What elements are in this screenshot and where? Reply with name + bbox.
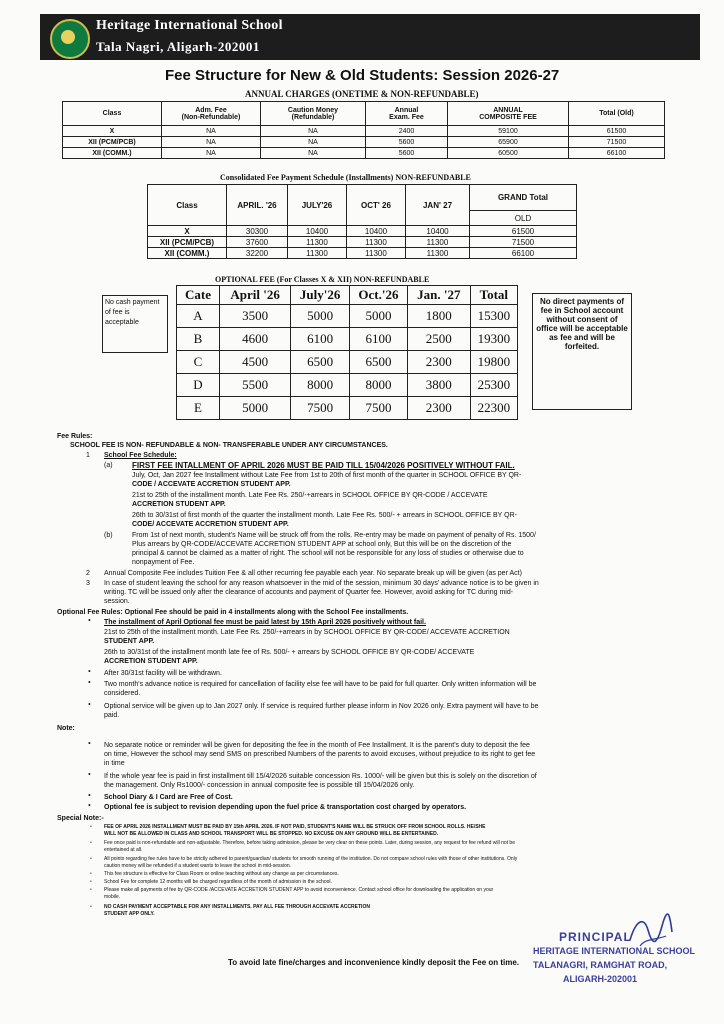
table-header: Class xyxy=(63,102,162,126)
optional-rule-text: STUDENT APP. xyxy=(104,638,155,645)
special-note-text: STUDENT APP ONLY. xyxy=(104,911,155,917)
rule-text: ACCRETION STUDENT APP. xyxy=(132,501,226,508)
table-cell: 11300 xyxy=(288,248,347,259)
bullet-icon: • xyxy=(90,872,92,877)
table-row xyxy=(148,237,577,248)
table-cell: NA xyxy=(261,137,366,148)
table-header: April '26 xyxy=(220,286,291,305)
bullet-icon: • xyxy=(88,667,91,676)
table-cell: 6100 xyxy=(291,328,350,351)
stamp-line: ALIGARH-202001 xyxy=(563,974,638,984)
special-note-text: caution money will be refunded if a student wants to leave the school in mid-session. xyxy=(104,863,292,869)
table-cell: 10400 xyxy=(288,226,347,237)
rule-number: 2 xyxy=(86,570,90,577)
special-note-text: entertained at all. xyxy=(104,847,143,853)
bullet-icon: • xyxy=(88,616,91,625)
table-row xyxy=(177,397,518,420)
note-text: School Diary & I Card are Free of Cost. xyxy=(104,794,233,801)
school-address: Tala Nagri, Aligarh-202001 xyxy=(96,39,260,54)
table-cell: 7500 xyxy=(291,397,350,420)
table-cell: XII (COMM.) xyxy=(63,148,162,159)
table-cell: 22300 xyxy=(470,397,517,420)
bullet-icon: • xyxy=(90,905,92,910)
table-cell: X xyxy=(63,126,162,137)
rule-text: Annual Composite Fee includes Tuition Fee & all other recurring fee payable each year. No separate break up will be given (as per Act) xyxy=(104,570,522,577)
table-row xyxy=(148,248,577,259)
table-row xyxy=(177,351,518,374)
rule-text: session. xyxy=(104,598,130,605)
table-cell: NA xyxy=(162,148,261,159)
special-note-text: NO CASH PAYMENT ACCEPTABLE FOR ANY INSTALLMENTS. PAY ALL FEE THROUGH ACCEVATE ACCRETION xyxy=(104,904,370,910)
table-cell: 59100 xyxy=(448,126,569,137)
table-cell: 8000 xyxy=(349,374,407,397)
table-cell: NA xyxy=(261,148,366,159)
optional-fee-table xyxy=(176,285,518,420)
bullet-icon: • xyxy=(88,801,91,810)
table-cell: 19300 xyxy=(470,328,517,351)
bullet-icon: • xyxy=(90,825,92,830)
note-text: in time xyxy=(104,760,125,767)
table-cell: 2400 xyxy=(366,126,448,137)
bullet-icon: • xyxy=(90,841,92,846)
table-cell: E xyxy=(177,397,220,420)
optional-rules-heading: Optional Fee Rules: Optional Fee should be paid in 4 installments along with the School Fee installments. xyxy=(57,609,409,616)
table-cell: 11300 xyxy=(347,248,406,259)
table-cell: 6100 xyxy=(349,328,407,351)
school-name: Heritage International School xyxy=(96,18,283,33)
school-fee-schedule-heading: School Fee Schedule: xyxy=(104,452,177,459)
table-cell: 5000 xyxy=(349,305,407,328)
rule-text: From 1st of next month, student's Name will be struck off from the rolls. Re-entry may be made on payment of penalty of Rs. 1500/ xyxy=(132,532,536,539)
fee-rules-heading: Fee Rules: xyxy=(57,433,93,440)
table-header: Caution Money (Refundable) xyxy=(261,102,366,126)
bullet-icon: • xyxy=(88,678,91,687)
rule-number: 3 xyxy=(86,580,90,587)
table-cell: 11300 xyxy=(288,237,347,248)
table-cell: 6500 xyxy=(291,351,350,374)
table-header: Adm. Fee (Non-Refundable) xyxy=(162,102,261,126)
optional-fee-caption: OPTIONAL FEE (For Classes X & XII) NON-REFUNDABLE xyxy=(215,275,430,284)
table-row xyxy=(63,148,665,159)
table-row xyxy=(63,137,665,148)
annual-charges-caption: ANNUAL CHARGES (ONETIME & NON-REFUNDABLE) xyxy=(245,89,479,99)
optional-rule-text: After 30/31st facility will be withdrawn. xyxy=(104,670,222,677)
note-text: If the whole year fee is paid in first installment till 15/4/2026 suitable concession Rs. 1000/- will be given but this is solely on the discretion of xyxy=(104,773,537,780)
table-cell: 61500 xyxy=(470,226,577,237)
table-header: OCT' 26 xyxy=(347,185,406,226)
special-note-text: Fee once paid is non-refundable and non-adjustable. Therefore, before taking admission, please be very clear on these points. Later, during session, any request for fee refund will not be xyxy=(104,840,515,846)
table-row xyxy=(148,226,577,237)
rule-text: 26th to 30/31st of first month of the quarter the installment month. Late Fee Rs. 500/- + arrears in SCHOOL OFFICE BY QR- xyxy=(132,512,517,519)
table-header: Total xyxy=(470,286,517,305)
optional-rule-text: Two month's advance notice is required for cancellation of facility else fee will have to be paid for full quarter. Only written information will be xyxy=(104,681,537,688)
bullet-icon: • xyxy=(88,770,91,779)
table-header: July'26 xyxy=(291,286,350,305)
table-header: Class xyxy=(148,185,227,226)
table-cell: 5000 xyxy=(291,305,350,328)
table-cell: 5600 xyxy=(366,137,448,148)
table-cell: 4500 xyxy=(220,351,291,374)
table-row xyxy=(177,328,518,351)
special-note-heading: Special Note:- xyxy=(57,815,104,822)
table-header: GRAND Total xyxy=(470,185,577,211)
table-row xyxy=(63,126,665,137)
table-cell: 5600 xyxy=(366,148,448,159)
table-cell: 1800 xyxy=(407,305,470,328)
table-cell: D xyxy=(177,374,220,397)
table-cell: 71500 xyxy=(569,137,665,148)
table-cell: 3500 xyxy=(220,305,291,328)
bullet-icon: • xyxy=(90,880,92,885)
optional-rule-text: considered. xyxy=(104,690,141,697)
note-heading: Note: xyxy=(57,725,75,732)
optional-rule-text: 21st to 25th of the installment month. Late Fee Rs. 250/-+arrears in by SCHOOL OFFICE BY QR-CODE/ ACCEVATE ACCRETION xyxy=(104,629,510,636)
table-cell: 2300 xyxy=(407,351,470,374)
rule-text: In case of student leaving the school for any reason whatsoever in the mid of the session, minimum 30 days' advance notice is to be given in xyxy=(104,580,539,587)
table-cell: 65900 xyxy=(448,137,569,148)
schedule-caption: Consolidated Fee Payment Schedule (Installments) NON-REFUNDABLE xyxy=(220,173,471,182)
table-header: APRIL. '26 xyxy=(227,185,288,226)
stamp-line: HERITAGE INTERNATIONAL SCHOOL xyxy=(533,946,695,956)
table-cell: 7500 xyxy=(349,397,407,420)
table-header: Total (Old) xyxy=(569,102,665,126)
optional-rule-text: ACCRETION STUDENT APP. xyxy=(104,658,198,665)
table-cell: 37600 xyxy=(227,237,288,248)
stamp-line: TALANAGRI, RAMGHAT ROAD, xyxy=(533,960,668,970)
note-text: the management. Only Rs1000/- concession in annual composite fee is possible till 15/04/2026 only. xyxy=(104,782,415,789)
stamp-line: PRINCIPAL xyxy=(559,930,632,944)
rule-text: writing. TC will be issued only after the clearance of accounts and payment of Quarter fee. However, avoid asking for TC during mid- xyxy=(104,589,514,596)
table-cell: 2300 xyxy=(407,397,470,420)
rule-text: 21st to 25th of the installment month. Late Fee Rs. 250/-+arrears in SCHOOL OFFICE BY QR-CODE / ACCEVATE xyxy=(132,492,488,499)
table-header: ANNUAL COMPOSITE FEE xyxy=(448,102,569,126)
special-note-text: This fee structure is effective for Class Room or online teaching without any change as per circumstances. xyxy=(104,871,339,877)
rule-number: 1 xyxy=(86,452,90,459)
no-direct-payment-note: No direct payments of fee in School account without consent of office will be acceptable as fee and will be forfeited. xyxy=(532,293,632,410)
table-row xyxy=(177,305,518,328)
table-cell: XII (COMM.) xyxy=(148,248,227,259)
table-cell: 66100 xyxy=(569,148,665,159)
table-cell: 66100 xyxy=(470,248,577,259)
optional-rule-text: The installment of April Optional fee must be paid latest by 15th April 2026 positively without fail. xyxy=(104,619,426,626)
special-note-text: All points regarding fee rules have to be strictly adhered to parent/guardian/ students for smooth running of the institution. Do not compare school rules with those of other institutions. Only xyxy=(104,856,518,862)
special-note-text: mobile. xyxy=(104,894,121,900)
optional-rule-text: paid. xyxy=(104,712,120,719)
table-cell: 15300 xyxy=(470,305,517,328)
table-cell: 61500 xyxy=(569,126,665,137)
optional-rule-text: 26th to 30/31st of the installment month late fee of Rs. 500/- + arrears by SCHOOL OFFICE BY QR-CODE/ ACCEVATE xyxy=(104,649,475,656)
rule-text: nonpayment of Fee. xyxy=(132,559,195,566)
table-cell: XII (PCM/PCB) xyxy=(148,237,227,248)
footer-note: To avoid late fine/charges and inconvenience kindly deposit the Fee on time. xyxy=(228,958,520,967)
bullet-icon: • xyxy=(88,739,91,748)
rule-text: CODE / ACCEVATE ACCRETION STUDENT APP. xyxy=(132,481,291,488)
optional-rule-text: Optional service will be given up to Jan 2027 only. If service is required further please inform in Nov 2026 only. Extra payment will have to be xyxy=(104,703,539,710)
table-header: JAN' 27 xyxy=(406,185,470,226)
rule-text: CODE/ ACCEVATE ACCRETION STUDENT APP. xyxy=(132,521,289,528)
table-header: Oct.'26 xyxy=(349,286,407,305)
school-logo xyxy=(50,19,90,59)
no-cash-note: No cash payment of fee is acceptable xyxy=(102,295,168,353)
annual-charges-table xyxy=(62,101,665,159)
table-cell: 11300 xyxy=(347,237,406,248)
school-header xyxy=(40,14,700,60)
table-cell: 5000 xyxy=(220,397,291,420)
table-cell: C xyxy=(177,351,220,374)
table-cell: NA xyxy=(162,137,261,148)
table-cell: 60500 xyxy=(448,148,569,159)
rule-non-refundable: SCHOOL FEE IS NON- REFUNDABLE & NON- TRANSFERABLE UNDER ANY CIRCUMSTANCES. xyxy=(70,442,388,449)
table-cell: XII (PCM/PCB) xyxy=(63,137,162,148)
table-cell: B xyxy=(177,328,220,351)
note-text: No separate notice or reminder will be given for depositing the fee in the month of Fee Installment. It is the parent's duty to deposit the fee xyxy=(104,742,530,749)
table-header: JULY'26 xyxy=(288,185,347,226)
special-note-text: School Fee for complete 12 months will be charged regardless of the month of admission in the school. xyxy=(104,879,332,885)
table-cell: 4600 xyxy=(220,328,291,351)
bullet-icon: • xyxy=(90,888,92,893)
table-cell: NA xyxy=(162,126,261,137)
first-installment-rule: FIRST FEE INTALLMENT OF APRIL 2026 MUST BE PAID TILL 15/04/2026 POSITIVELY WITHOUT FAIL. xyxy=(132,461,515,470)
bullet-icon: • xyxy=(88,791,91,800)
rule-label: (b) xyxy=(104,532,113,539)
table-header: Annual Exam. Fee xyxy=(366,102,448,126)
table-cell: NA xyxy=(261,126,366,137)
special-note-text: FEE OF APRIL 2026 INSTALLMENT MUST BE PAID BY 15th APRIL 2026. IF NOT PAID, STUDENT'S NAME WILL BE STRUCK OFF FROM SCHOOL ROLLS. HE/SHE xyxy=(104,824,486,830)
table-cell: 10400 xyxy=(347,226,406,237)
table-cell: X xyxy=(148,226,227,237)
table-cell: 6500 xyxy=(349,351,407,374)
rule-text: Plus arrears by QR-CODE/ACCEVATE ACCRETION STUDENT APP at school only, But this will be on the discretion of the xyxy=(132,541,512,548)
table-cell: 8000 xyxy=(291,374,350,397)
page-title: Fee Structure for New & Old Students: Session 2026-27 xyxy=(165,67,560,84)
table-cell: 32200 xyxy=(227,248,288,259)
rule-text: July, Oct, Jan 2027 fee Installment without Late Fee from 1st to 20th of first month of the quarter in SCHOOL OFFICE BY QR- xyxy=(132,472,522,479)
table-cell: 30300 xyxy=(227,226,288,237)
special-note-text: WILL NOT BE ALLOWED IN CLASS AND SCHOOL TRANSPORT WILL BE STOPPED. NO EXCUSE ON ANY GROUND WILL BE ENTERTAINED. xyxy=(104,831,439,837)
table-cell: 11300 xyxy=(406,248,470,259)
table-cell: A xyxy=(177,305,220,328)
table-header: Jan. '27 xyxy=(407,286,470,305)
special-note-text: Please make all payments of fee by QR-CODE /ACCEVATE ACCRETION STUDENT APP to avoid inconvenience. Contact school office for downloading the application on your xyxy=(104,887,494,893)
table-cell: 10400 xyxy=(406,226,470,237)
note-text: on time, However the school may send SMS on prescribed Numbers of the parents to avoid excuses, without prejudice to its right to get fee xyxy=(104,751,536,758)
table-cell: 19800 xyxy=(470,351,517,374)
note-text: Optional fee is subject to revision depending upon the fuel price & transportation cost charged by operators. xyxy=(104,804,467,811)
table-row xyxy=(177,374,518,397)
table-cell: 3800 xyxy=(407,374,470,397)
table-cell: 25300 xyxy=(470,374,517,397)
table-header: Cate xyxy=(177,286,220,305)
table-cell: 5500 xyxy=(220,374,291,397)
bullet-icon: • xyxy=(90,857,92,862)
table-cell: 71500 xyxy=(470,237,577,248)
table-header: OLD xyxy=(470,211,577,226)
schedule-table xyxy=(147,184,577,259)
rule-label: (a) xyxy=(104,462,113,469)
rule-text: principal & cannot be claimed as a matter of right. The school will not be responsible for any loss of studies or otherwise due to xyxy=(132,550,524,557)
bullet-icon: • xyxy=(88,700,91,709)
table-cell: 2500 xyxy=(407,328,470,351)
table-cell: 11300 xyxy=(406,237,470,248)
